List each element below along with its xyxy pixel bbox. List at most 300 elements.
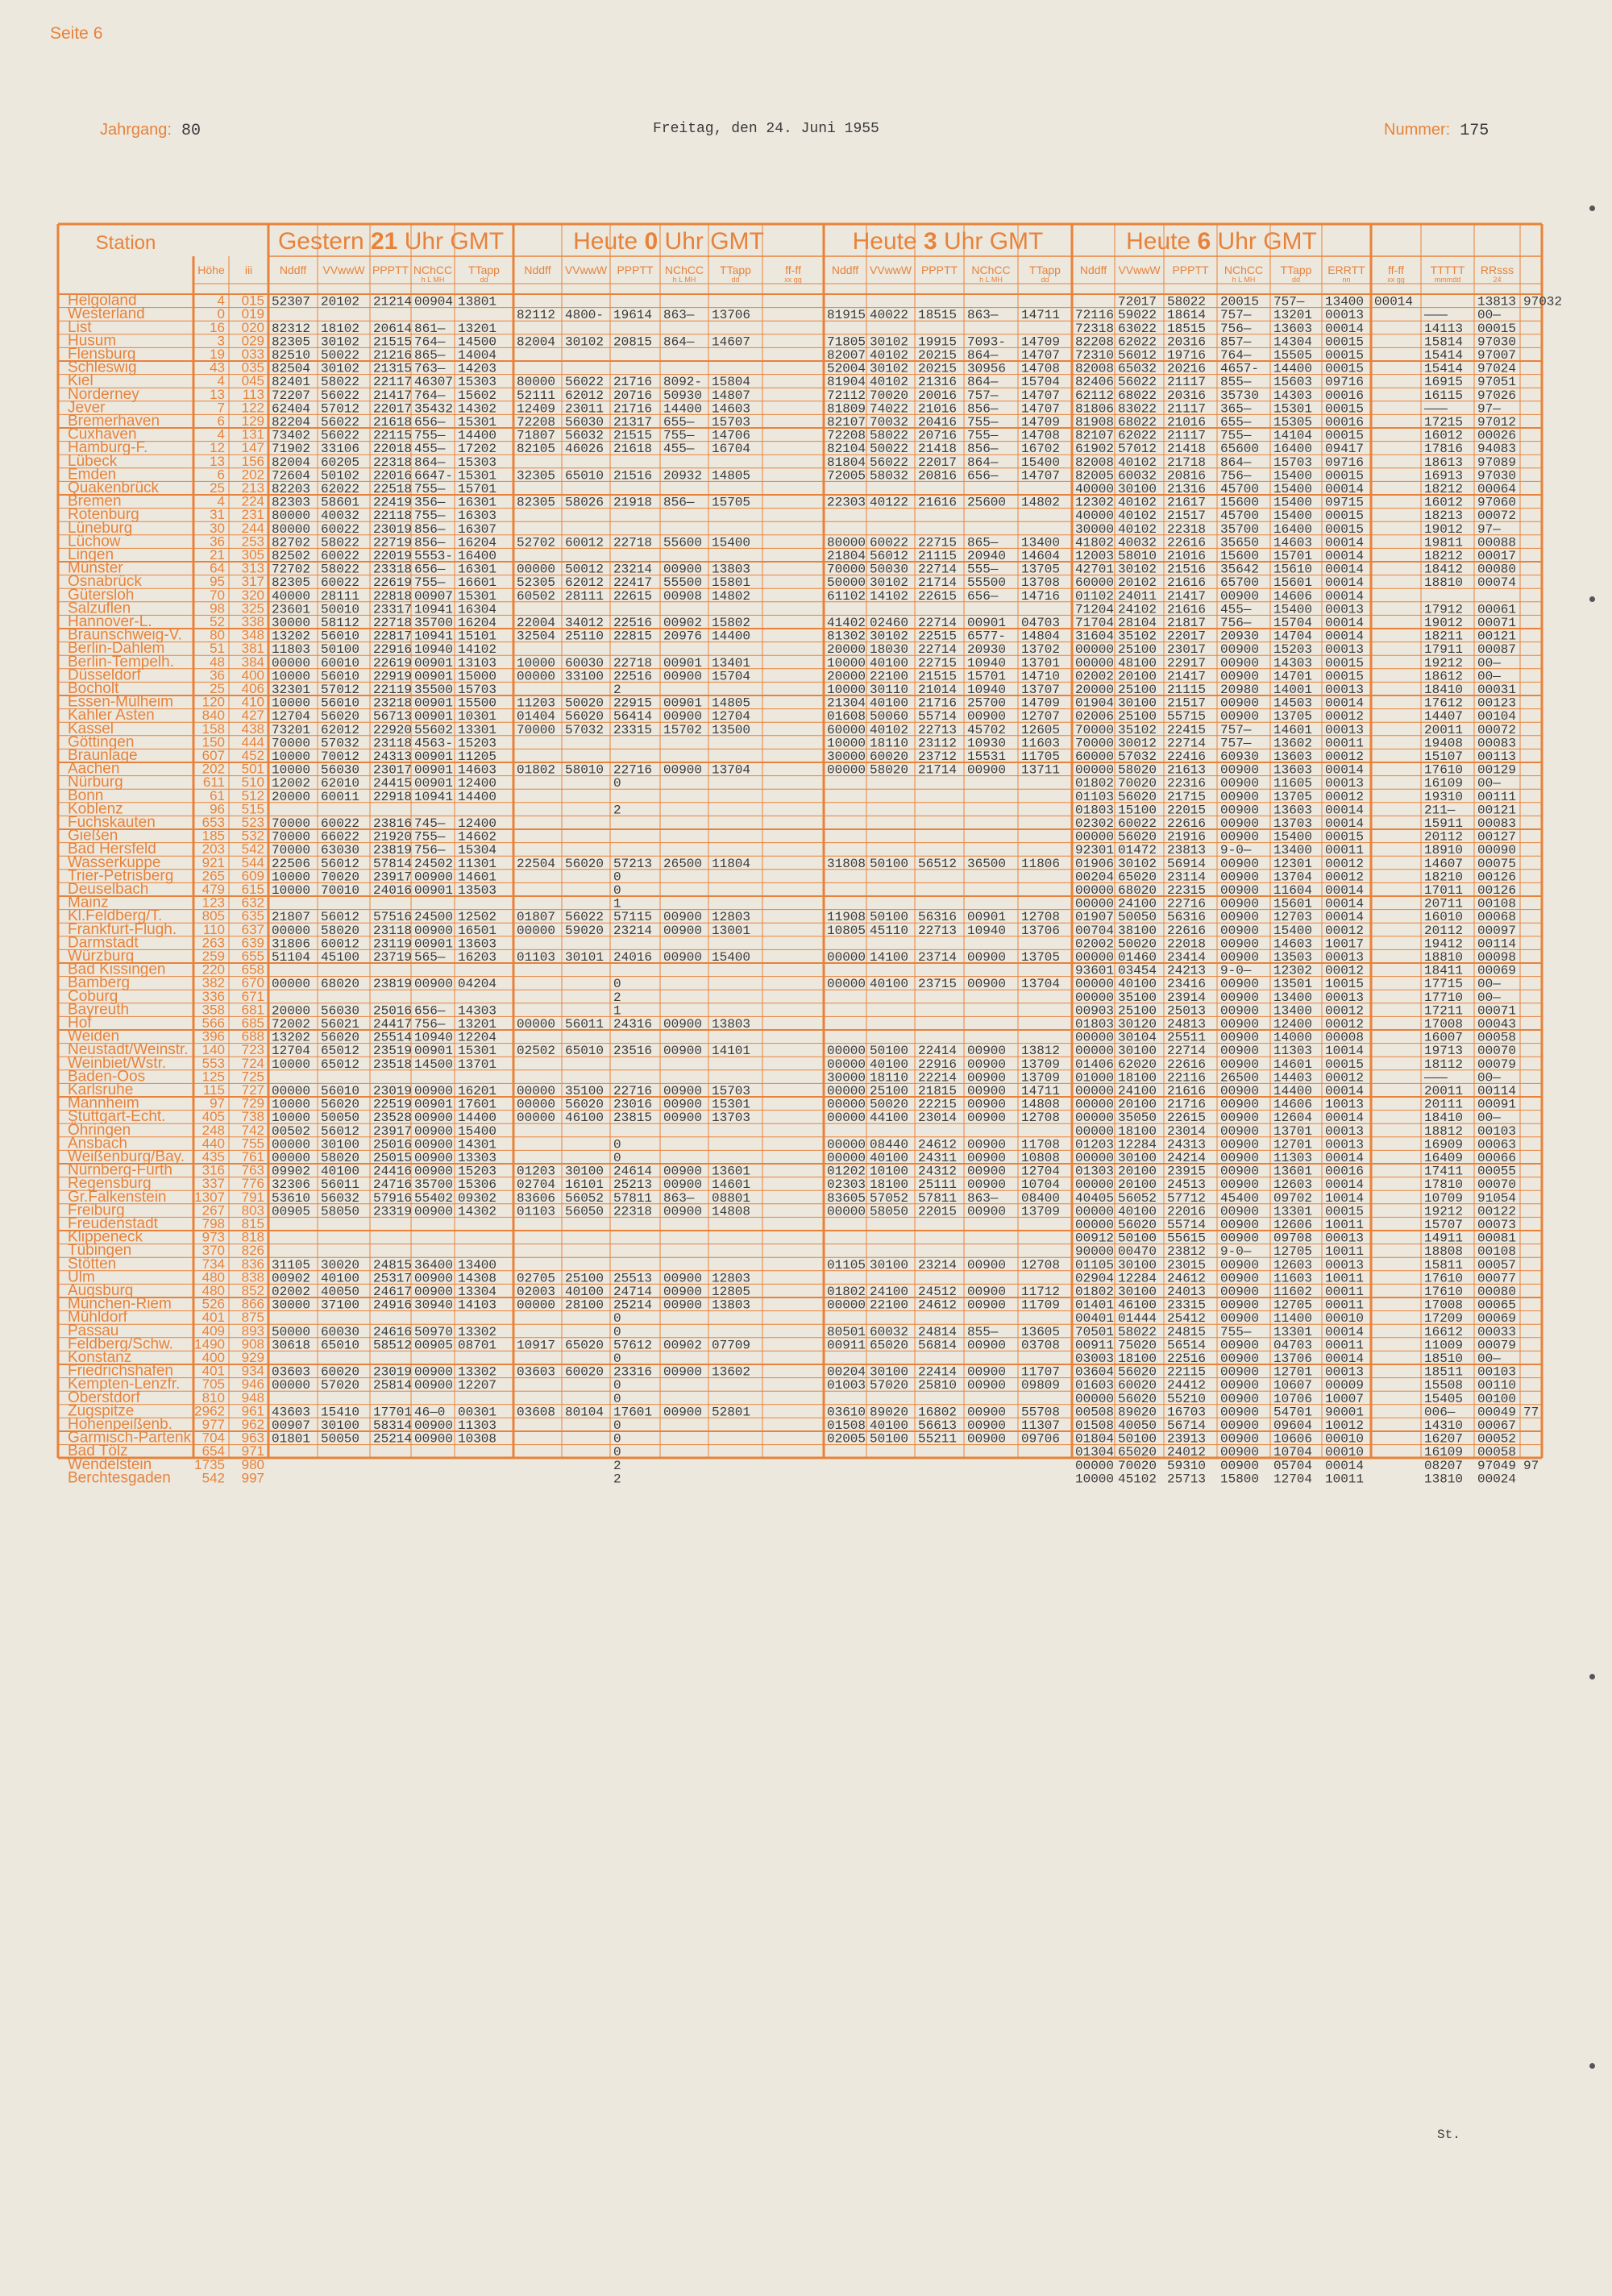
- station-hoehe: 977: [202, 1417, 225, 1432]
- observation-cell: 00401: [1075, 1311, 1115, 1327]
- observation-cell: 15400: [712, 950, 751, 965]
- observation-cell: 00900: [1220, 1057, 1260, 1072]
- observation-cell: 12803: [712, 1271, 751, 1286]
- observation-cell: 22713: [918, 923, 958, 938]
- observation-cell: 00000: [272, 1137, 311, 1152]
- observation-cell: 56022: [1118, 375, 1157, 390]
- observation-cell: 00—: [1477, 655, 1501, 671]
- observation-cell: 21315: [373, 361, 413, 376]
- station-iii: 320: [241, 587, 264, 603]
- observation-cell: 15306: [458, 1177, 497, 1193]
- observation-cell: 92301: [1075, 843, 1115, 858]
- observation-cell: 23016: [613, 1097, 653, 1112]
- observation-cell: 00014: [1325, 549, 1365, 563]
- observation-cell: 32301: [272, 683, 311, 697]
- station-hoehe: 13: [210, 453, 225, 469]
- observation-cell: 12704: [712, 709, 751, 725]
- observation-cell: 81908: [1075, 415, 1115, 430]
- station-hoehe: 202: [202, 761, 225, 777]
- observation-cell: 00900: [967, 1111, 1007, 1126]
- column-subheader: h L MH: [979, 276, 1003, 284]
- observation-cell: 09716: [1325, 455, 1365, 470]
- station-name: Fuchskauten: [68, 814, 156, 831]
- observation-cell: 00900: [663, 1164, 703, 1179]
- observation-cell: 02704: [517, 1177, 556, 1193]
- observation-cell: 15703: [712, 415, 751, 430]
- station-name: München-Riem: [68, 1295, 172, 1313]
- observation-cell: 00126: [1477, 883, 1517, 898]
- observation-cell: 58314: [373, 1418, 413, 1433]
- observation-cell: 13705: [1021, 562, 1061, 577]
- observation-cell: 15101: [458, 629, 497, 644]
- observation-cell: 14302: [458, 401, 497, 417]
- observation-cell: 55715: [1167, 709, 1207, 725]
- observation-cell: 01102: [1075, 588, 1115, 604]
- observation-cell: 14203: [458, 361, 497, 376]
- observation-cell: 00052: [1477, 1431, 1517, 1447]
- station-name: Lingen: [68, 546, 114, 563]
- station-hoehe: 653: [202, 815, 225, 830]
- observation-cell: 00011: [1325, 1297, 1365, 1313]
- observation-cell: 01508: [1075, 1418, 1115, 1433]
- observation-cell: 00900: [414, 870, 454, 885]
- observation-cell: 52004: [827, 361, 866, 376]
- observation-cell: 40100: [321, 1164, 360, 1179]
- observation-cell: 25100: [1118, 642, 1157, 658]
- observation-cell: 25100: [1118, 709, 1157, 725]
- observation-cell: 00000: [1075, 1044, 1115, 1059]
- observation-cell: 21515: [918, 669, 958, 684]
- observation-cell: 00900: [663, 1177, 703, 1193]
- observation-cell: 20000: [272, 789, 311, 804]
- observation-cell: 56020: [321, 709, 360, 725]
- station-iii: 444: [241, 734, 264, 750]
- observation-cell: 00015: [1325, 361, 1365, 376]
- observation-cell: 50020: [870, 1097, 909, 1112]
- observation-cell: 35102: [1118, 629, 1157, 644]
- observation-cell: 13603: [1273, 749, 1313, 764]
- observation-cell: 00114: [1477, 1084, 1517, 1098]
- observation-cell: 15400: [1273, 482, 1313, 496]
- station-iii: 934: [241, 1363, 264, 1379]
- observation-cell: 82203: [272, 482, 311, 496]
- observation-cell: 14407: [1424, 709, 1464, 725]
- observation-cell: 22017: [373, 401, 413, 417]
- observation-cell: 0: [613, 1351, 621, 1366]
- observation-cell: 55500: [967, 575, 1007, 591]
- observation-cell: 0: [613, 1137, 621, 1152]
- station-hoehe: 61: [210, 787, 225, 803]
- observation-cell: 20215: [918, 361, 958, 376]
- station-hoehe: 31: [210, 507, 225, 523]
- station-hoehe: 120: [202, 694, 225, 710]
- station-iii: 515: [241, 801, 264, 817]
- observation-cell: 56012: [870, 549, 909, 563]
- station-iii: 635: [241, 908, 264, 924]
- observation-cell: 70000: [827, 562, 866, 577]
- station-name: Kassel: [68, 720, 114, 737]
- observation-cell: 00011: [1325, 1338, 1365, 1353]
- observation-cell: 23319: [373, 1204, 413, 1219]
- station-name: Flensburg: [68, 346, 136, 363]
- observation-cell: 856—: [663, 495, 695, 510]
- observation-cell: 37100: [321, 1297, 360, 1313]
- observation-cell: 20100: [1118, 1177, 1157, 1193]
- observation-cell: 60032: [870, 1324, 909, 1339]
- observation-cell: 15301: [458, 468, 497, 484]
- observation-cell: 22616: [1167, 535, 1207, 550]
- observation-cell: 82504: [272, 361, 311, 376]
- observation-cell: 755—: [967, 415, 999, 430]
- observation-cell: 00900: [967, 1177, 1007, 1193]
- observation-cell: 58050: [321, 1204, 360, 1219]
- station-hoehe: 52: [210, 614, 225, 629]
- observation-cell: 23017: [1167, 642, 1207, 658]
- observation-cell: 57916: [373, 1190, 413, 1206]
- station-name: Hannover-L.: [68, 613, 152, 630]
- observation-cell: 15203: [458, 736, 497, 751]
- station-iii: 452: [241, 748, 264, 763]
- column-subheader: dd: [731, 276, 740, 284]
- observation-cell: 50020: [1118, 936, 1157, 952]
- observation-cell: 00900: [967, 1418, 1007, 1433]
- station-iii: 761: [241, 1149, 264, 1165]
- observation-cell: 00900: [967, 1364, 1007, 1380]
- observation-cell: 20102: [1118, 575, 1157, 591]
- observation-cell: 15701: [1273, 549, 1313, 563]
- observation-cell: 21815: [918, 1084, 958, 1098]
- observation-cell: 40102: [1118, 495, 1157, 510]
- observation-cell: 21616: [1167, 1084, 1207, 1098]
- observation-cell: 01460: [1118, 950, 1157, 965]
- observation-cell: 50100: [870, 1044, 909, 1059]
- observation-cell: 11804: [712, 856, 751, 871]
- observation-cell: 71805: [827, 334, 866, 350]
- observation-cell: 56032: [321, 1190, 360, 1206]
- observation-cell: 22615: [1167, 1111, 1207, 1126]
- report-date: Freitag, den 24. Juni 1955: [653, 121, 879, 137]
- observation-cell: 80104: [565, 1405, 604, 1420]
- observation-cell: 56022: [321, 415, 360, 430]
- observation-cell: 36500: [967, 856, 1007, 871]
- observation-cell: 18411: [1424, 963, 1464, 978]
- observation-cell: 09708: [1273, 1231, 1313, 1246]
- observation-cell: 21115: [918, 549, 958, 563]
- station-iii: 122: [241, 400, 264, 416]
- observation-cell: 01801: [272, 1431, 311, 1447]
- observation-cell: 00014: [1325, 803, 1365, 818]
- observation-cell: 16115: [1424, 388, 1464, 403]
- observation-cell: 0: [613, 1445, 621, 1460]
- observation-cell: 70010: [321, 883, 360, 898]
- station-name: Lüchow: [68, 533, 121, 550]
- observation-cell: 61902: [1075, 442, 1115, 457]
- observation-cell: 56020: [1118, 1391, 1157, 1406]
- observation-cell: 00000: [1075, 642, 1115, 658]
- observation-cell: 10000: [272, 1057, 311, 1072]
- observation-cell: 00000: [272, 1151, 311, 1165]
- observation-cell: 00900: [967, 1285, 1007, 1299]
- observation-cell: 45702: [967, 722, 1007, 737]
- observation-cell: 56022: [870, 455, 909, 470]
- observation-cell: 00900: [663, 1097, 703, 1112]
- column-subheader: h L MH: [672, 276, 696, 284]
- observation-cell: 14304: [1273, 334, 1313, 350]
- observation-cell: 22119: [373, 683, 413, 697]
- station-name: Neustadt/Weinstr.: [68, 1041, 189, 1059]
- observation-cell: 82305: [272, 334, 311, 350]
- observation-cell: 656—: [414, 415, 446, 430]
- observation-cell: 00508: [1075, 1405, 1115, 1420]
- observation-cell: 22714: [918, 562, 958, 577]
- observation-cell: 30000: [1075, 521, 1115, 537]
- observation-cell: 09702: [1273, 1190, 1313, 1206]
- station-hoehe: 1490: [194, 1336, 225, 1352]
- observation-cell: 006—: [1424, 1405, 1456, 1420]
- observation-cell: 33106: [321, 442, 360, 457]
- observation-cell: 10000: [272, 669, 311, 684]
- observation-cell: 20016: [918, 388, 958, 403]
- observation-cell: 14603: [712, 401, 751, 417]
- observation-cell: 00014: [1325, 588, 1365, 604]
- observation-cell: 0: [613, 870, 621, 885]
- observation-cell: 12704: [272, 1044, 311, 1059]
- observation-cell: 00015: [1477, 321, 1517, 336]
- station-name: Zugspitze: [68, 1402, 135, 1420]
- observation-cell: 00071: [1477, 1003, 1517, 1019]
- observation-cell: 2: [613, 1472, 621, 1487]
- observation-cell: 50022: [870, 442, 909, 457]
- observation-cell: 10000: [272, 1097, 311, 1112]
- observation-cell: 17810: [1424, 1177, 1464, 1193]
- observation-cell: 23315: [613, 722, 653, 737]
- observation-cell: 00900: [414, 1137, 454, 1152]
- observation-cell: 22019: [373, 549, 413, 563]
- observation-cell: 00000: [517, 923, 556, 938]
- observation-cell: 09809: [1021, 1378, 1061, 1393]
- observation-cell: 00900: [414, 1164, 454, 1179]
- observation-cell: 24614: [613, 1164, 653, 1179]
- observation-cell: 00900: [1220, 789, 1260, 804]
- observation-cell: 22414: [918, 1044, 958, 1059]
- observation-cell: 02460: [870, 616, 909, 630]
- observation-cell: 11307: [1021, 1418, 1061, 1433]
- observation-cell: 22016: [1167, 1204, 1207, 1219]
- observation-cell: 00000: [1075, 896, 1115, 911]
- station-hoehe: 98: [210, 600, 225, 617]
- observation-cell: 16913: [1424, 468, 1464, 484]
- observation-cell: 00900: [967, 1044, 1007, 1059]
- observation-cell: 00061: [1477, 602, 1517, 617]
- observation-cell: 9-0—: [1220, 1244, 1252, 1260]
- observation-cell: 13303: [458, 1151, 497, 1165]
- observation-cell: 30102: [870, 629, 909, 644]
- observation-cell: 15531: [967, 749, 1007, 764]
- observation-cell: 14709: [1021, 334, 1061, 350]
- observation-cell: 24213: [1167, 963, 1207, 978]
- observation-cell: 30102: [1118, 856, 1157, 871]
- observation-cell: 00900: [1220, 1204, 1260, 1219]
- observation-cell: 82105: [517, 442, 556, 457]
- observation-cell: 13301: [1273, 1204, 1313, 1219]
- observation-cell: 17601: [458, 1097, 497, 1112]
- column-header: VVwwW: [564, 264, 608, 276]
- observation-cell: 40100: [1118, 977, 1157, 992]
- observation-cell: 20316: [1167, 388, 1207, 403]
- observation-cell: 24012: [1167, 1445, 1207, 1460]
- observation-cell: 30100: [321, 1137, 360, 1152]
- observation-cell: 4657-: [1220, 361, 1260, 376]
- observation-cell: 00015: [1325, 468, 1365, 484]
- station-hoehe: 43: [210, 359, 225, 376]
- station-iii: 838: [241, 1269, 264, 1285]
- observation-cell: 00017: [1477, 549, 1517, 563]
- observation-cell: 21418: [1167, 442, 1207, 457]
- observation-cell: 14711: [1021, 308, 1061, 323]
- observation-cell: 22318: [613, 1204, 653, 1219]
- observation-cell: 10808: [1021, 1151, 1061, 1165]
- observation-cell: 22015: [1167, 803, 1207, 818]
- station-name: Göttingen: [68, 733, 135, 751]
- observation-cell: 11712: [1021, 1285, 1061, 1299]
- observation-cell: 15701: [967, 669, 1007, 684]
- observation-cell: 17601: [613, 1405, 653, 1420]
- observation-cell: 18511: [1424, 1364, 1464, 1380]
- observation-cell: 14400: [663, 401, 703, 417]
- station-name: Konstanz: [68, 1349, 132, 1366]
- station-name: Kempten-Lenzfr.: [68, 1376, 181, 1393]
- observation-cell: 52307: [272, 294, 311, 309]
- observation-cell: 14400: [712, 629, 751, 644]
- observation-cell: 01904: [1075, 695, 1115, 711]
- observation-cell: 30102: [870, 361, 909, 376]
- observation-cell: 56020: [565, 1097, 604, 1112]
- observation-cell: 57516: [373, 910, 413, 925]
- observation-cell: 00901: [414, 936, 454, 952]
- observation-cell: 00900: [1220, 936, 1260, 952]
- observation-cell: 10930: [967, 736, 1007, 751]
- observation-cell: 00070: [1477, 1177, 1517, 1193]
- observation-cell: 00900: [1220, 1391, 1260, 1406]
- observation-cell: 35100: [1118, 990, 1157, 1005]
- observation-cell: 22315: [1167, 883, 1207, 898]
- observation-cell: 50100: [321, 642, 360, 658]
- observation-cell: 00901: [414, 883, 454, 898]
- observation-cell: 13704: [1021, 977, 1061, 992]
- observation-cell: 56050: [565, 1204, 604, 1219]
- observation-cell: 34012: [565, 616, 604, 630]
- observation-cell: 44100: [870, 1111, 909, 1126]
- observation-cell: 00900: [1220, 1351, 1260, 1366]
- observation-cell: 22215: [918, 1097, 958, 1112]
- observation-cell: 45102: [1118, 1472, 1157, 1487]
- observation-cell: 01105: [827, 1257, 866, 1273]
- observation-cell: 14100: [870, 950, 909, 965]
- column-subheader: dd: [480, 276, 488, 284]
- observation-cell: 22116: [1167, 1070, 1207, 1086]
- station-hoehe: 4: [217, 426, 225, 442]
- observation-cell: 13602: [1273, 736, 1313, 751]
- observation-cell: 00011: [1325, 1285, 1365, 1299]
- station-iii: 836: [241, 1256, 264, 1272]
- observation-cell: 24513: [1167, 1177, 1207, 1193]
- station-name: Wasserkuppe: [68, 853, 161, 871]
- observation-cell: 865—: [967, 535, 999, 550]
- observation-cell: 14601: [1273, 722, 1313, 737]
- observation-cell: 10606: [1273, 1431, 1313, 1447]
- observation-cell: 02302: [1075, 816, 1115, 831]
- observation-cell: 10000: [272, 1111, 311, 1126]
- observation-cell: 12707: [1021, 709, 1061, 725]
- observation-cell: 24102: [1118, 602, 1157, 617]
- observation-cell: 1: [613, 1003, 621, 1019]
- observation-cell: 74022: [870, 401, 909, 417]
- observation-cell: 70032: [870, 415, 909, 430]
- observation-cell: 72604: [272, 468, 311, 484]
- observation-cell: 25016: [373, 1137, 413, 1152]
- observation-cell: 15707: [1424, 1218, 1464, 1232]
- observation-cell: 16301: [458, 562, 497, 577]
- observation-cell: 21417: [1167, 669, 1207, 684]
- station-hoehe: 64: [210, 560, 225, 576]
- observation-cell: 15602: [458, 388, 497, 403]
- station-iii: 971: [241, 1443, 264, 1459]
- observation-cell: 14604: [1021, 549, 1061, 563]
- observation-cell: 10940: [967, 683, 1007, 697]
- observation-cell: ———: [1424, 1070, 1448, 1086]
- observation-cell: 00126: [1477, 870, 1517, 885]
- observation-cell: 58020: [321, 1151, 360, 1165]
- station-iii: 658: [241, 961, 264, 978]
- observation-cell: 09706: [1021, 1431, 1061, 1447]
- observation-cell: 58022: [321, 375, 360, 390]
- observation-cell: 15203: [458, 1164, 497, 1179]
- observation-cell: 83605: [827, 1190, 866, 1206]
- station-hoehe: 396: [202, 1028, 225, 1044]
- observation-cell: 11603: [1273, 1271, 1313, 1286]
- station-name: Gr.Falkenstein: [68, 1188, 167, 1206]
- observation-cell: 22716: [613, 1084, 653, 1098]
- station-name: Husum: [68, 332, 117, 350]
- observation-cell: 13605: [1021, 1324, 1061, 1339]
- observation-cell: 00127: [1477, 829, 1517, 845]
- observation-cell: 00900: [1220, 1285, 1260, 1299]
- observation-cell: 60032: [1118, 468, 1157, 484]
- station-hoehe: 566: [202, 1015, 225, 1031]
- observation-cell: 18515: [918, 308, 958, 323]
- observation-cell: 757—: [1220, 736, 1252, 751]
- observation-cell: 24916: [373, 1297, 413, 1313]
- station-iii: 948: [241, 1389, 264, 1405]
- observation-cell: 0: [613, 1324, 621, 1339]
- observation-cell: 70000: [1075, 722, 1115, 737]
- observation-cell: 97012: [1477, 415, 1517, 430]
- observation-cell: 20000: [1075, 683, 1115, 697]
- observation-cell: 00908: [663, 588, 703, 604]
- observation-cell: 00000: [827, 1297, 866, 1313]
- observation-cell: 00090: [1477, 843, 1517, 858]
- station-iii: 213: [241, 480, 264, 496]
- observation-cell: 60010: [321, 655, 360, 671]
- observation-cell: 23714: [918, 950, 958, 965]
- observation-cell: 14400: [1273, 361, 1313, 376]
- observation-cell: 22616: [1167, 816, 1207, 831]
- observation-cell: 00900: [1220, 1405, 1260, 1420]
- observation-cell: 14708: [1021, 361, 1061, 376]
- observation-cell: 16915: [1424, 375, 1464, 390]
- station-name: Münster: [68, 559, 123, 577]
- observation-cell: 00900: [414, 1431, 454, 1447]
